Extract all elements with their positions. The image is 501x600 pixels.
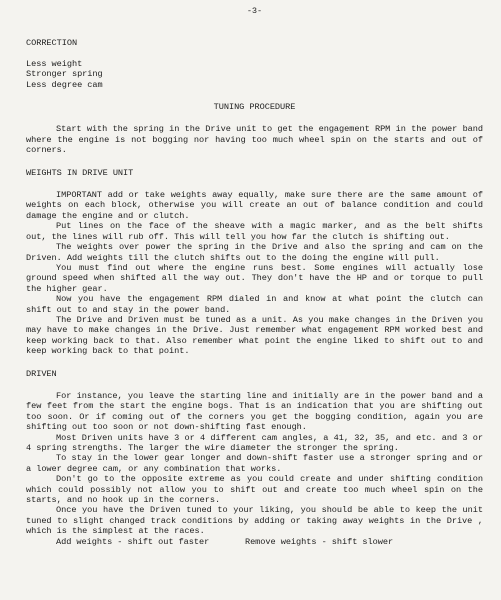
driven-paragraph: For instance, you leave the starting line and initially are in the power band and a few feet from the start the engine bogs. That is an indication that you are shifting out too soon. Or if coming out of the corners you get the bogging condition, again you are shifting out too soon or not down-shifting fast enough. xyxy=(26,390,483,433)
weights-paragraph: Now you have the engagement RPM dialed in and know at what point the clutch can shift out to and stay in the power band. xyxy=(26,294,483,315)
correction-section xyxy=(26,38,483,90)
weights-paragraph: IMPORTANT add or take weights away equally, make sure there are the same amount of weights on each block, otherwise you will create an out of balance condition and could damage the engine and or clutch. xyxy=(26,190,483,221)
correction-list xyxy=(26,59,483,90)
correction-heading: CORRECTION xyxy=(26,38,78,49)
driven-paragraph: Once you have the Driven tuned to your liking, you should be able to keep the unit tuned to slight changed track conditions by adding or taking away weights in the Drive , which is the simplest at the races. xyxy=(26,505,483,537)
driven-paragraph: Don't go to the opposite extreme as you could create and under shifting condition which could possibly not allow you to shift out and create too much wheel spin on the starts, and no hook up in the corners. xyxy=(26,474,483,506)
correction-item: Less weight xyxy=(26,58,83,69)
weights-paragraph: The weights over power the spring in the Drive and also the spring and cam on the Driven. Add weights till the clutch shifts out to the doing the engine will pull. xyxy=(26,242,483,263)
correction-item: Stronger spring xyxy=(26,69,103,80)
driven-heading: DRIVEN xyxy=(26,368,57,379)
tuning-procedure-title: TUNING PROCEDURE xyxy=(213,102,296,113)
page-number: -3- xyxy=(246,6,263,16)
weights-paragraph: Put lines on the face of the sheave with a magic marker, and as the belt shifts out, the lines will rub off. This will tell you how far the clutch is shifting out. xyxy=(26,221,483,242)
driven-paragraph: Most Driven units have 3 or 4 different cam angles, a 41, 32, 35, and etc. and 3 or 4 spring strengths. The larger the wire diameter the stronger the spring. xyxy=(26,432,483,453)
weights-heading: WEIGHTS IN DRIVE UNIT xyxy=(26,167,134,178)
weights-paragraph: You must find out where the engine runs best. Some engines will actually lose ground speed when shifted all the way out. They don't have the HP and or torque to pull the higher gear. xyxy=(26,262,483,294)
weights-paragraph: The Drive and Driven must be tuned as a unit. As you make changes in the Driven you may have to make changes in the Drive. Just remember what engagement RPM worked best and keep working back to that. Also remember what point the engine liked to shift out to and keep working back to that point. xyxy=(26,314,483,357)
driven-paragraph: To stay in the lower gear longer and down-shift faster use a stronger spring and or a lower degree cam, or any combination that works. xyxy=(26,453,483,474)
tuning-intro-paragraph: Start with the spring in the Drive unit to get the engagement RPM in the power band where the engine is not bogging nor having too much wheel spin on the starts and out of corners. xyxy=(26,124,483,156)
correction-item: Less degree cam xyxy=(26,79,103,90)
driven-final-line: Add weights - shift out faster Remove weights - shift slower xyxy=(56,536,394,547)
